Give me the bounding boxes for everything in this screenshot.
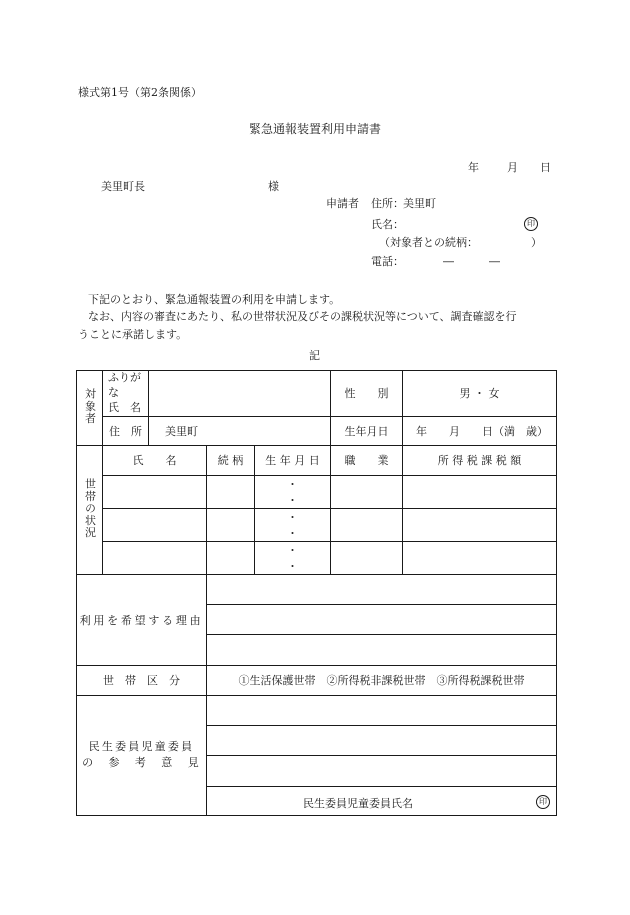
household-row-1-occupation[interactable]: [331, 475, 403, 508]
household-header-name: 氏 名: [103, 445, 207, 475]
body-line-1: 下記のとおり、緊急通報装置の利用を申請します。: [88, 293, 341, 306]
household-category-options[interactable]: ①生活保護世帯 ②所得税非課税世帯 ③所得税課税世帯: [207, 665, 557, 695]
phone-dash-2: ―: [489, 255, 500, 268]
sex-label: 性 別: [331, 371, 403, 417]
commissioner-name-label: 民生委員児童委員氏名: [303, 796, 413, 810]
household-row-2-occupation[interactable]: [331, 508, 403, 541]
form-number: 様式第1号（第2条関係）: [78, 86, 202, 99]
birthdate-label: 生年月日: [331, 416, 403, 445]
date-month-label: 月: [507, 161, 518, 174]
household-row-2-birthdate[interactable]: ・ ・: [255, 508, 331, 541]
household-row-3-birthdate[interactable]: ・ ・: [255, 541, 331, 574]
reason-line-1[interactable]: [207, 574, 557, 604]
household-header-relation: 続 柄: [207, 445, 255, 475]
household-row-1-relation[interactable]: [207, 475, 255, 508]
household-row-1-name[interactable]: [103, 475, 207, 508]
household-row-2-income-tax[interactable]: [403, 508, 557, 541]
opinion-line-3[interactable]: [207, 755, 557, 786]
commissioner-seal-icon: 印: [536, 794, 550, 809]
body-line-2: なお、内容の審査にあたり、私の世帯状況及びその課税状況等について、調査確認を行: [88, 310, 517, 323]
applicant-phone-label: 電話：: [371, 255, 404, 268]
applicant-name-label: 氏名：: [371, 218, 404, 231]
household-header-birthdate: 生 年 月 日: [255, 445, 331, 475]
household-row-1-income-tax[interactable]: [403, 475, 557, 508]
commissioner-name-field[interactable]: [207, 786, 557, 815]
address-label: 住 所: [103, 416, 149, 445]
household-category-label: 世 帯 区 分: [77, 665, 207, 695]
commissioner-opinion-label: 民生委員児童委員 の 参 考 意 見: [77, 695, 207, 815]
opinion-line-2[interactable]: [207, 725, 557, 755]
applicant-label: 申請者: [326, 197, 359, 210]
application-form-table: [76, 370, 557, 816]
phone-dash-1: ―: [443, 255, 454, 268]
applicant-address-label: 住所：: [371, 197, 404, 210]
household-section-label: 世帯の状況: [77, 445, 103, 574]
applicant-relation-close: ）: [531, 236, 542, 249]
household-row-3-name[interactable]: [103, 541, 207, 574]
household-row-2-relation[interactable]: [207, 508, 255, 541]
household-row-3-income-tax[interactable]: [403, 541, 557, 574]
furigana-name-label: ふりがな 氏 名: [103, 371, 149, 417]
household-header-income-tax: 所 得 税 課 税 額: [403, 445, 557, 475]
date-year-label: 年: [468, 161, 479, 174]
birthdate-field[interactable]: 年 月 日（満 歳）: [403, 416, 557, 445]
household-header-occupation: 職 業: [331, 445, 403, 475]
applicant-seal-icon: 印: [524, 217, 538, 231]
ki-heading: 記: [309, 349, 320, 362]
applicant-address-value[interactable]: 美里町: [403, 197, 436, 210]
subject-name-field[interactable]: [149, 371, 331, 417]
household-row-2-name[interactable]: [103, 508, 207, 541]
body-line-3: うことに承諾します。: [78, 328, 188, 341]
reason-line-3[interactable]: [207, 634, 557, 665]
reason-line-2[interactable]: [207, 604, 557, 634]
subject-section-label: 対象者: [77, 371, 103, 446]
applicant-relation-label: （対象者との続柄：: [379, 236, 478, 249]
addressee-honorific: 様: [268, 180, 279, 193]
date-day-label: 日: [540, 161, 551, 174]
sex-field[interactable]: 男 ・ 女: [403, 371, 557, 417]
opinion-line-1[interactable]: [207, 695, 557, 725]
household-row-3-occupation[interactable]: [331, 541, 403, 574]
household-row-1-birthdate[interactable]: ・ ・: [255, 475, 331, 508]
reason-label: 利用を希望する理由: [77, 574, 207, 665]
household-row-3-relation[interactable]: [207, 541, 255, 574]
document-title: 緊急通報装置利用申請書: [248, 122, 381, 136]
subject-address-field[interactable]: 美里町: [149, 416, 331, 445]
addressee-name: 美里町長: [101, 180, 145, 193]
